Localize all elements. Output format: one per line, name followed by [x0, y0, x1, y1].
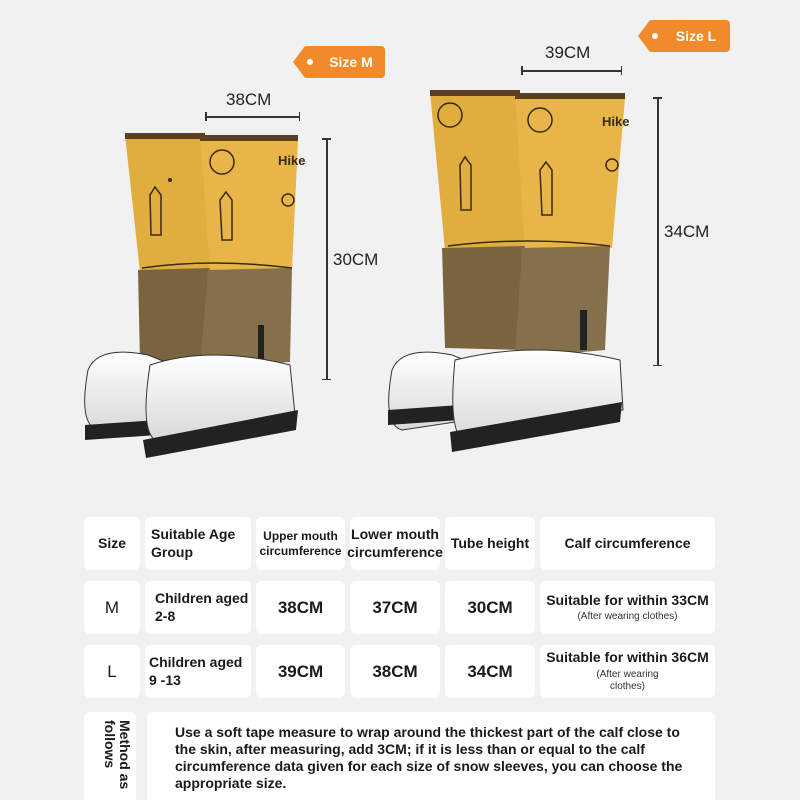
- size-m-tag: [303, 46, 385, 78]
- m-height-line: [326, 138, 328, 380]
- size-l-tag: [648, 20, 730, 52]
- size-l-label: Size L: [675, 28, 717, 44]
- tag-hole-icon: [652, 33, 658, 39]
- row-m-age: Children aged 2-8: [145, 581, 251, 634]
- header-lower: Lower mouth circumference: [350, 517, 440, 570]
- header-calf: Calf circumference: [540, 517, 715, 570]
- tag-hole-icon: [307, 59, 313, 65]
- row-l-upper: 39CM: [256, 645, 345, 698]
- l-height-line: [657, 97, 659, 366]
- header-height: Tube height: [445, 517, 535, 570]
- row-m-size: M: [84, 581, 140, 634]
- row-m-calf-value: Suitable for within 33CM: [546, 591, 709, 608]
- row-l-calf-value: Suitable for within 36CM: [546, 649, 709, 666]
- m-height-label: 30CM: [333, 250, 379, 269]
- gaiter-pair-l: [388, 90, 629, 452]
- m-width-label: 38CM: [226, 90, 272, 109]
- row-l-age: Children aged 9 -13: [145, 645, 251, 698]
- row-m-upper: 38CM: [256, 581, 345, 634]
- row-l-height: 34CM: [445, 645, 535, 698]
- row-m-height: 30CM: [445, 581, 535, 634]
- l-height-label: 34CM: [664, 222, 710, 241]
- svg-text:Hike: Hike: [278, 153, 306, 168]
- l-width-line: [521, 70, 622, 72]
- gaiter-pair-m: [85, 133, 306, 458]
- svg-text:Hike: Hike: [602, 114, 630, 129]
- row-m-calf-note: (After wearing clothes): [577, 611, 678, 622]
- row-m-calf: [540, 581, 715, 634]
- size-m-label: Size M: [329, 54, 373, 70]
- header-size: Size: [84, 517, 140, 570]
- row-l-calf: [540, 645, 715, 698]
- row-l-calf-note: (After wearing clothes): [596, 668, 659, 693]
- row-l-size: L: [84, 645, 140, 698]
- method-label: Method as follows: [102, 720, 133, 790]
- row-m-lower: 37CM: [350, 581, 440, 634]
- row-l-lower: 38CM: [350, 645, 440, 698]
- header-age: Suitable Age Group: [145, 517, 251, 570]
- l-width-label: 39CM: [545, 43, 591, 62]
- header-upper: Upper mouth circumference: [256, 517, 345, 570]
- m-width-line: [205, 116, 300, 118]
- method-description: Use a soft tape measure to wrap around the thickest part of the calf close to the skin, after measuring, add 3CM; if it is less than or equal to the calf circumference data given for each size of snow sleeves, you can choose the appropriate size.: [147, 712, 715, 800]
